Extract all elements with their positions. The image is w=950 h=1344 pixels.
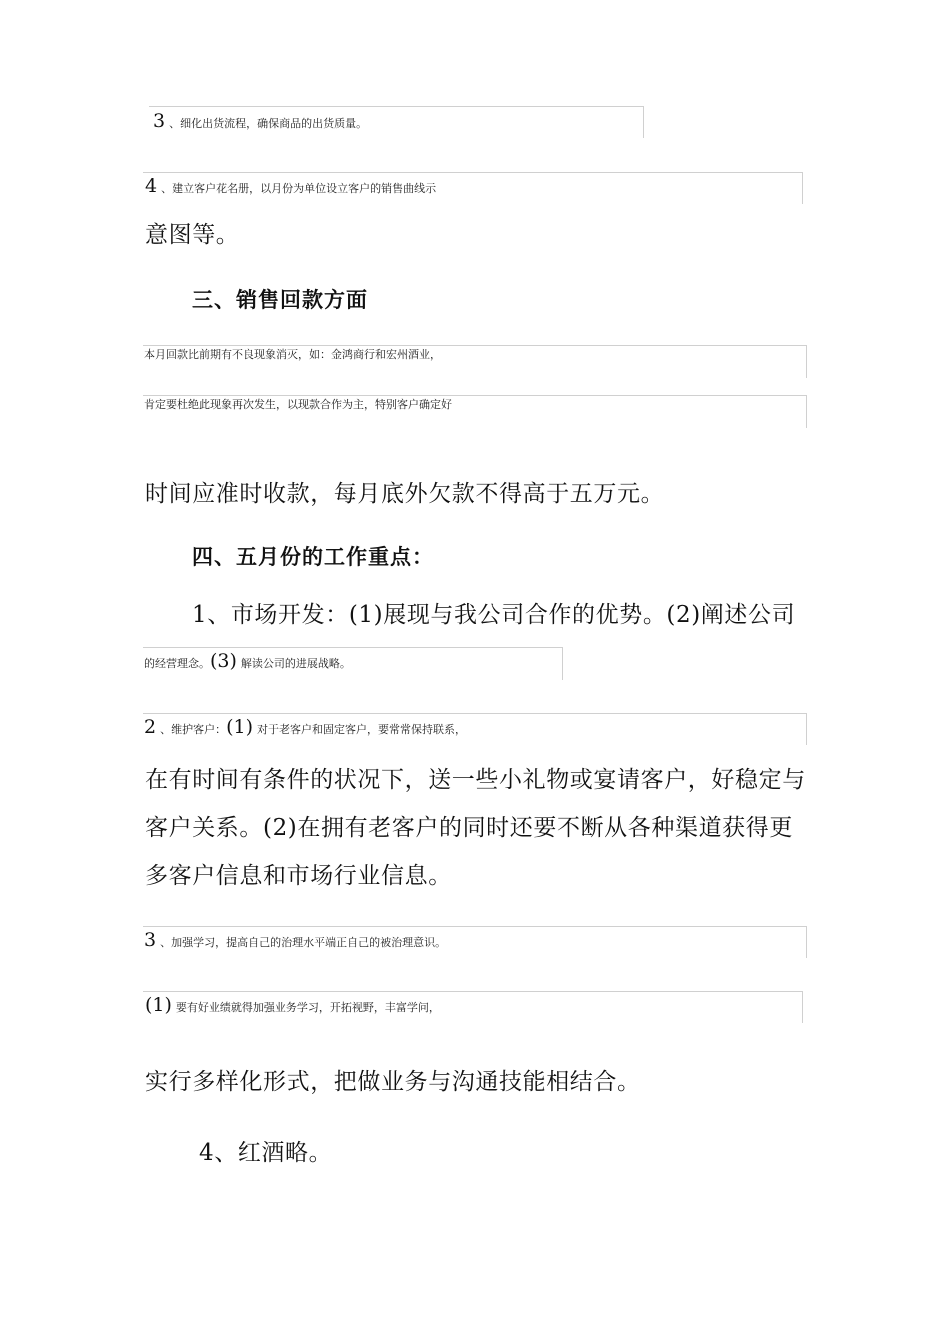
study-sub-text: 要有好业绩就得加强业务学习，开拓视野，丰富学问， xyxy=(175,1001,440,1014)
maintain-sub-number: (1) xyxy=(226,716,254,738)
study-sub-number: (1) xyxy=(145,994,172,1016)
payment-line-2: 肯定要杜绝此现象再次发生，以现款合作为主，特别客户确定好 xyxy=(144,398,452,411)
item-4-text: 、建立客户花名册，以月份为单位设立客户的销售曲线示 xyxy=(161,182,437,195)
payment-line-1: 本月回款比前期有不良现象消灭，如：金鸿商行和宏州酒业， xyxy=(144,348,441,361)
item-3-number: 3 xyxy=(153,110,166,132)
maintain-text: 对于老客户和固定客户，要常常保持联系， xyxy=(257,723,467,736)
study-number: 3 xyxy=(144,929,157,951)
maintain-big-3: 多客户信息和市场行业信息。 xyxy=(145,863,452,889)
study-text: 、加强学习，提高自己的治理水平端正自己的被治理意识。 xyxy=(160,936,447,949)
market-line-2-pre: 的经营理念。 xyxy=(144,657,210,670)
market-line-2-number: (3) xyxy=(210,650,237,672)
item-3-text: 、细化出货流程，确保商品的出货质量。 xyxy=(169,117,368,130)
payment-line-3: 时间应准时收款，每月底外欠款不得高于五万元。 xyxy=(145,481,665,507)
market-line-2-post: 解读公司的进展战略。 xyxy=(240,657,351,670)
section-4-heading: 四、五月份的工作重点： xyxy=(192,545,434,569)
study-big: 实行多样化形式，把做业务与沟通技能相结合。 xyxy=(145,1069,641,1095)
maintain-pre: 、维护客户： xyxy=(160,723,227,736)
item-4 xyxy=(145,175,436,197)
maintain-number: 2 xyxy=(144,716,157,738)
study-line xyxy=(144,929,446,951)
item-3 xyxy=(153,110,367,132)
maintain-big-2: 客户关系。(2)在拥有老客户的同时还要不断从各种渠道获得更 xyxy=(145,815,793,841)
item-4-number: 4 xyxy=(145,175,158,197)
market-line-1: 1、市场开发：(1)展现与我公司合作的优势。(2)阐述公司 xyxy=(192,602,796,628)
item-4-continuation: 意图等。 xyxy=(145,222,240,248)
wine-line: 4、红酒略。 xyxy=(199,1140,333,1166)
maintain-big-1: 在有时间有条件的状况下，送一些小礼物或宴请客户，好稳定与 xyxy=(145,767,806,793)
maintain-line xyxy=(144,716,466,738)
market-line-2 xyxy=(144,650,351,672)
study-sub-line xyxy=(145,994,440,1016)
section-3-heading: 三、销售回款方面 xyxy=(192,288,368,312)
